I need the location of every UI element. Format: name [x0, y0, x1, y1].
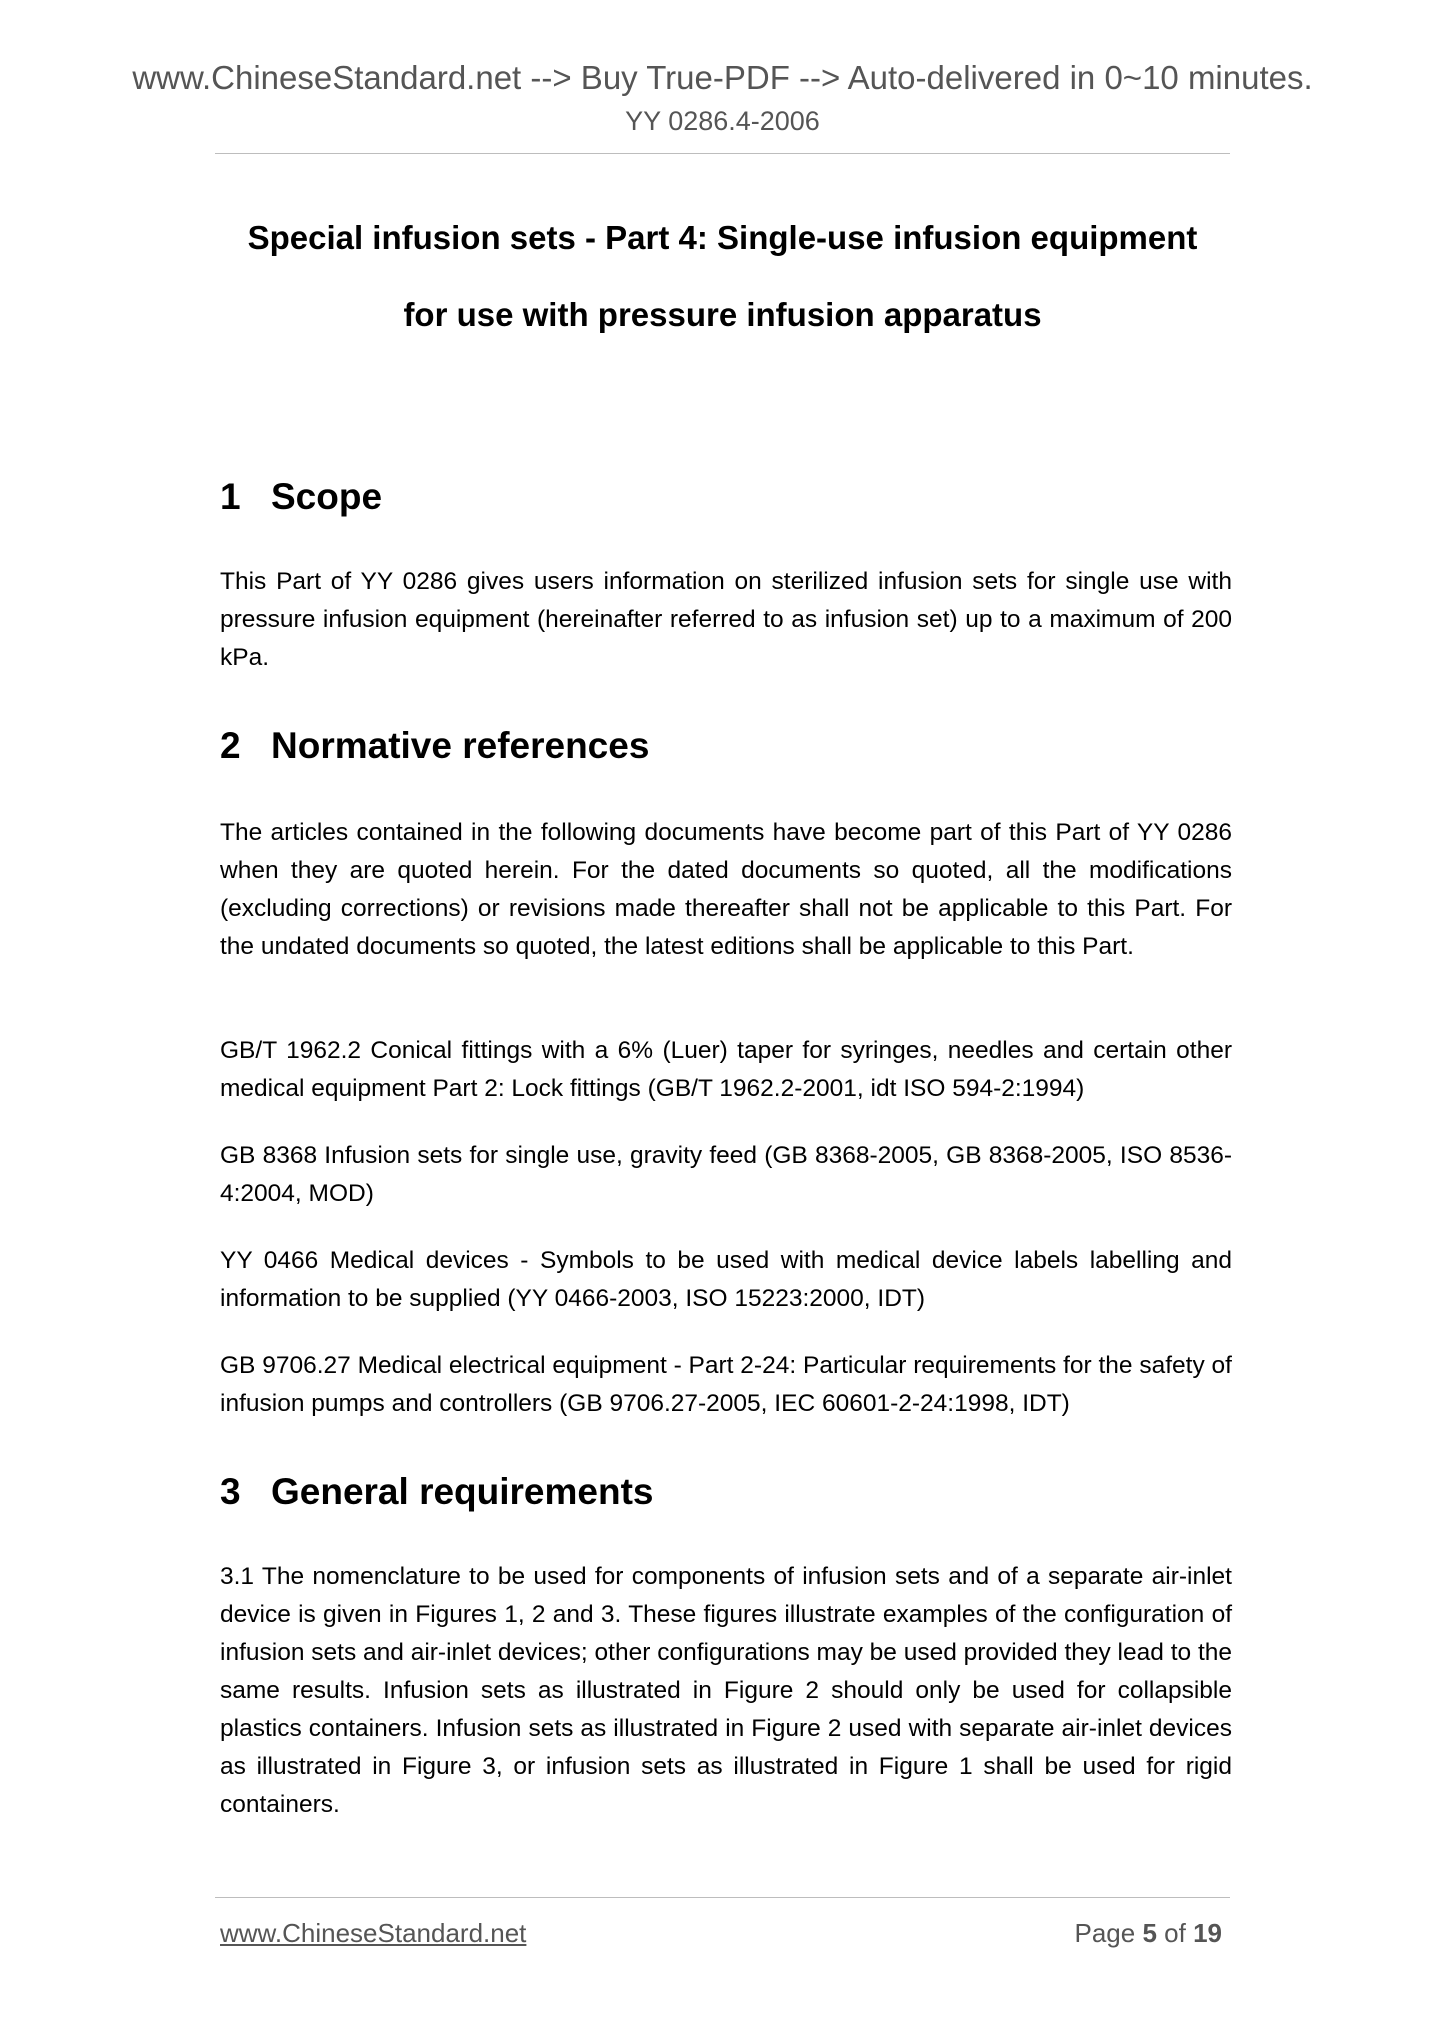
section-number: 3 [220, 1471, 241, 1512]
standard-code: YY 0286.4-2006 [625, 106, 820, 136]
page-indicator [1074, 1916, 1222, 1950]
footer-site-link[interactable]: www.ChineseStandard.net [220, 1918, 527, 1948]
section-number: 2 [220, 725, 241, 766]
page-current: 5 [1142, 1918, 1157, 1948]
section-heading-general-requirements [220, 1470, 653, 1514]
reference-gb-8368: GB 8368 Infusion sets for single use, gravity feed (GB 8368-2005, GB 8368-2005, ISO 8536-4:2004, MOD) [220, 1142, 1232, 1207]
scope-paragraph: This Part of YY 0286 gives users information on sterilized infusion sets for single use with pressure infusion equipment (hereinafter referred to as infusion set) up to a maximum of 200 kPa. [220, 568, 1232, 671]
page-of: of [1164, 1918, 1186, 1948]
section-heading-scope [220, 475, 382, 519]
header-banner: www.ChineseStandard.net --> Buy True-PDF --> Auto-delivered in 0~10 minutes. [132, 59, 1313, 96]
section-heading-normative-references [220, 724, 649, 768]
reference-gbt-1962-2: GB/T 1962.2 Conical fittings with a 6% (Luer) taper for syringes, needles and certain other medical equipment Part 2: Lock fittings (GB/T 1962.2-2001, idt ISO 594-2:1994) [220, 1037, 1232, 1102]
clause-3-1-paragraph: 3.1 The nomenclature to be used for components of infusion sets and of a separate air-inlet device is given in Figures 1, 2 and 3. These figures illustrate examples of the configuration of infusion sets and air-inlet devices; other configurations may be used provided they lead to the same results. Infusion sets as illustrated in Figure 2 should only be used for collapsible plastics containers. Infusion sets as illustrated in Figure 2 used with separate air-inlet devices as illustrated in Figure 3, or infusion sets as illustrated in Figure 1 shall be used for rigid containers. [220, 1563, 1232, 1818]
footer-divider [215, 1897, 1230, 1898]
page-prefix: Page [1074, 1918, 1136, 1948]
document-title-line1: Special infusion sets - Part 4: Single-use infusion equipment [247, 219, 1198, 256]
section-number: 1 [220, 476, 241, 517]
reference-gb-9706-27: GB 9706.27 Medical electrical equipment - Part 2-24: Particular requirements for the safety of infusion pumps and controllers (GB 9706.27-2005, IEC 60601-2-24:1998, IDT) [220, 1352, 1232, 1417]
reference-yy-0466: YY 0466 Medical devices - Symbols to be used with medical device labels labelling and information to be supplied (YY 0466-2003, ISO 15223:2000, IDT) [220, 1247, 1232, 1312]
section-title: Normative references [271, 725, 650, 766]
document-title-line2: for use with pressure infusion apparatus [403, 296, 1042, 333]
header-divider [215, 153, 1230, 154]
page-total: 19 [1193, 1918, 1222, 1948]
section-title: Scope [271, 476, 383, 517]
section-title: General requirements [271, 1471, 654, 1512]
normative-intro-paragraph: The articles contained in the following documents have become part of this Part of YY 0286 when they are quoted herein. For the dated documents so quoted, all the modifications (excluding corrections) or revisions made thereafter shall not be applicable to this Part. For the undated documents so quoted, the latest editions shall be applicable to this Part. [220, 819, 1232, 960]
